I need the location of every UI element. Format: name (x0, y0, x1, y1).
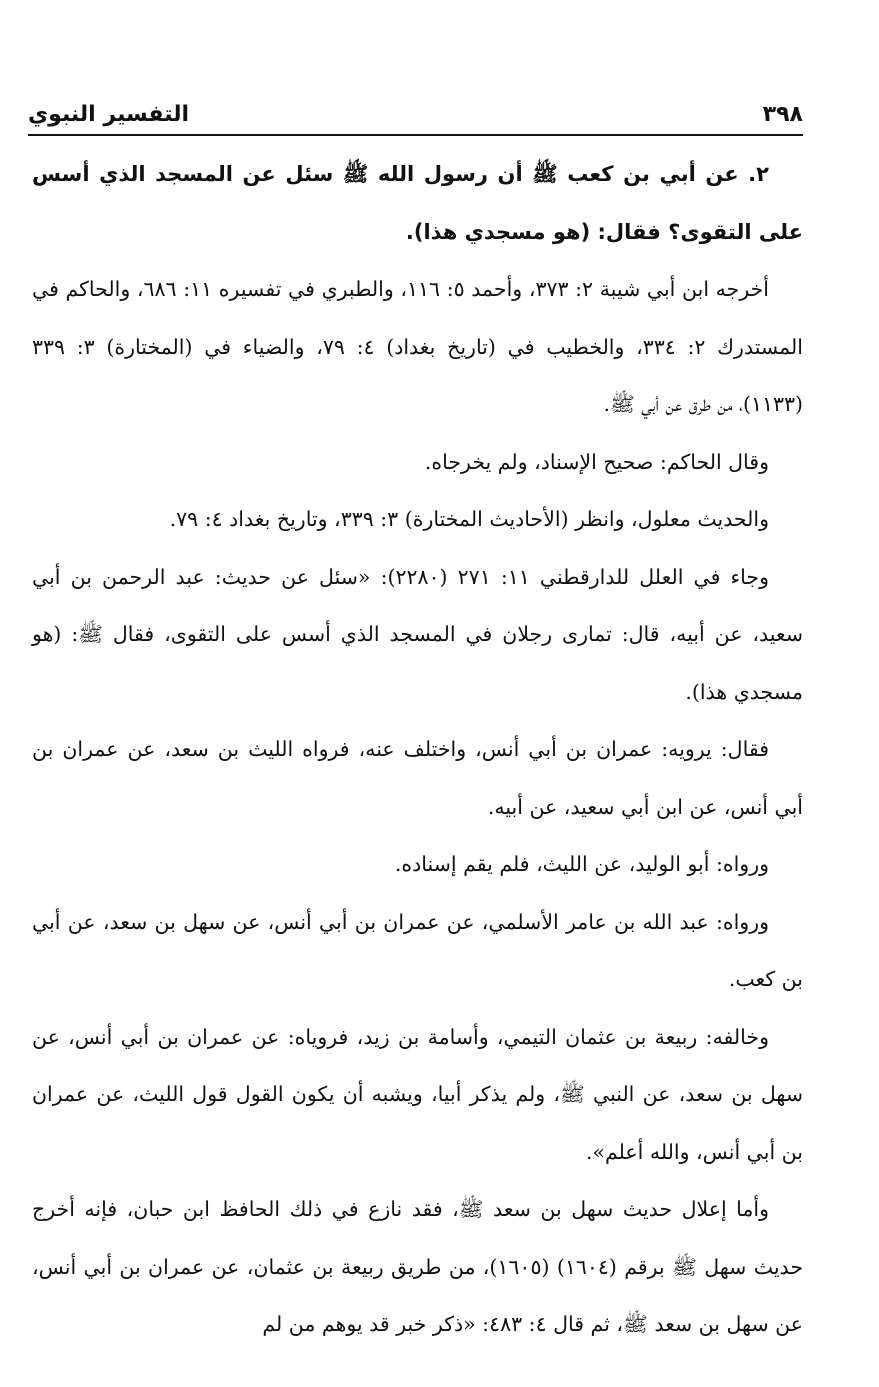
running-title: التفسير النبوي (28, 102, 190, 127)
page-header (28, 100, 803, 136)
paragraph: ورواه: أبو الوليد، عن الليث، فلم يقم إسناده. (394, 852, 769, 876)
page-number: ٣٩٨ (762, 102, 803, 127)
body-text (32, 146, 803, 1354)
paragraph: وأما إعلال حديث سهل بن سعد ﷺ، فقد نازع في ذلك الحافظ ابن حبان، فإنه أخرج حديث سهل ﷺ برقم (١٦٠٤) (١٦٠٥)، من طريق ربيعة بن عثمان، عن عمران بن أبي أنس، عن سهل بن سعد ﷺ، ثم قال ٤: ٤٨٣: «ذكر خبر قد يوهم من لم (32, 1197, 803, 1336)
paragraph: وجاء في العلل للدارقطني ١١: ٢٧١ (٢٢٨٠): «سئل عن حديث: عبد الرحمن بن أبي سعيد، عن أبيه، قال: تمارى رجلان في المسجد الذي أسس على التقوى، فقال ﷺ: (هو مسجدي هذا). (32, 564, 803, 704)
hadith-paragraph: ٢. عن أبي بن كعب ﷺ أن رسول الله ﷺ سئل عن المسجد الذي أسس على التقوى؟ فقال: (هو مسجدي هذا). (32, 162, 803, 244)
paragraph: ورواه: عبد الله بن عامر الأسلمي، عن عمران بن أبي أنس، عن سهل بن سعد، عن أبي بن كعب. (32, 909, 803, 991)
paragraph: فقال: يرويه: عمران بن أبي أنس، واختلف عنه، فرواه الليث بن سعد، عن عمران بن أبي أنس، عن ابن أبي سعيد، عن أبيه. (32, 737, 803, 819)
takhrij-paragraph: أخرجه ابن أبي شيبة ٢: ٣٧٣، وأحمد ٥: ١١٦، والطبري في تفسيره ١١: ٦٨٦، والحاكم في المستدرك ٢: ٣٣٤، والخطيب في (تاريخ بغداد) ٤: ٧٩، والضياء في (المختارة) ٣: ٣٣٩ (١١٣٣)، من طرق عن أبي ﷺ. (32, 277, 803, 416)
paragraph: والحديث معلول، وانظر (الأحاديث المختارة) ٣: ٣٣٩، وتاريخ بغداد ٤: ٧٩. (169, 507, 769, 531)
paragraph: وخالفه: ربيعة بن عثمان التيمي، وأسامة بن زيد، فروياه: عن عمران بن أبي أنس، عن سهل بن سعد، عن النبي ﷺ، ولم يذكر أبيا، ويشبه أن يكون القول قول الليث، عن عمران بن أبي أنس، والله أعلم». (32, 1024, 803, 1164)
paragraph: وقال الحاكم: صحيح الإسناد، ولم يخرجاه. (424, 449, 769, 474)
